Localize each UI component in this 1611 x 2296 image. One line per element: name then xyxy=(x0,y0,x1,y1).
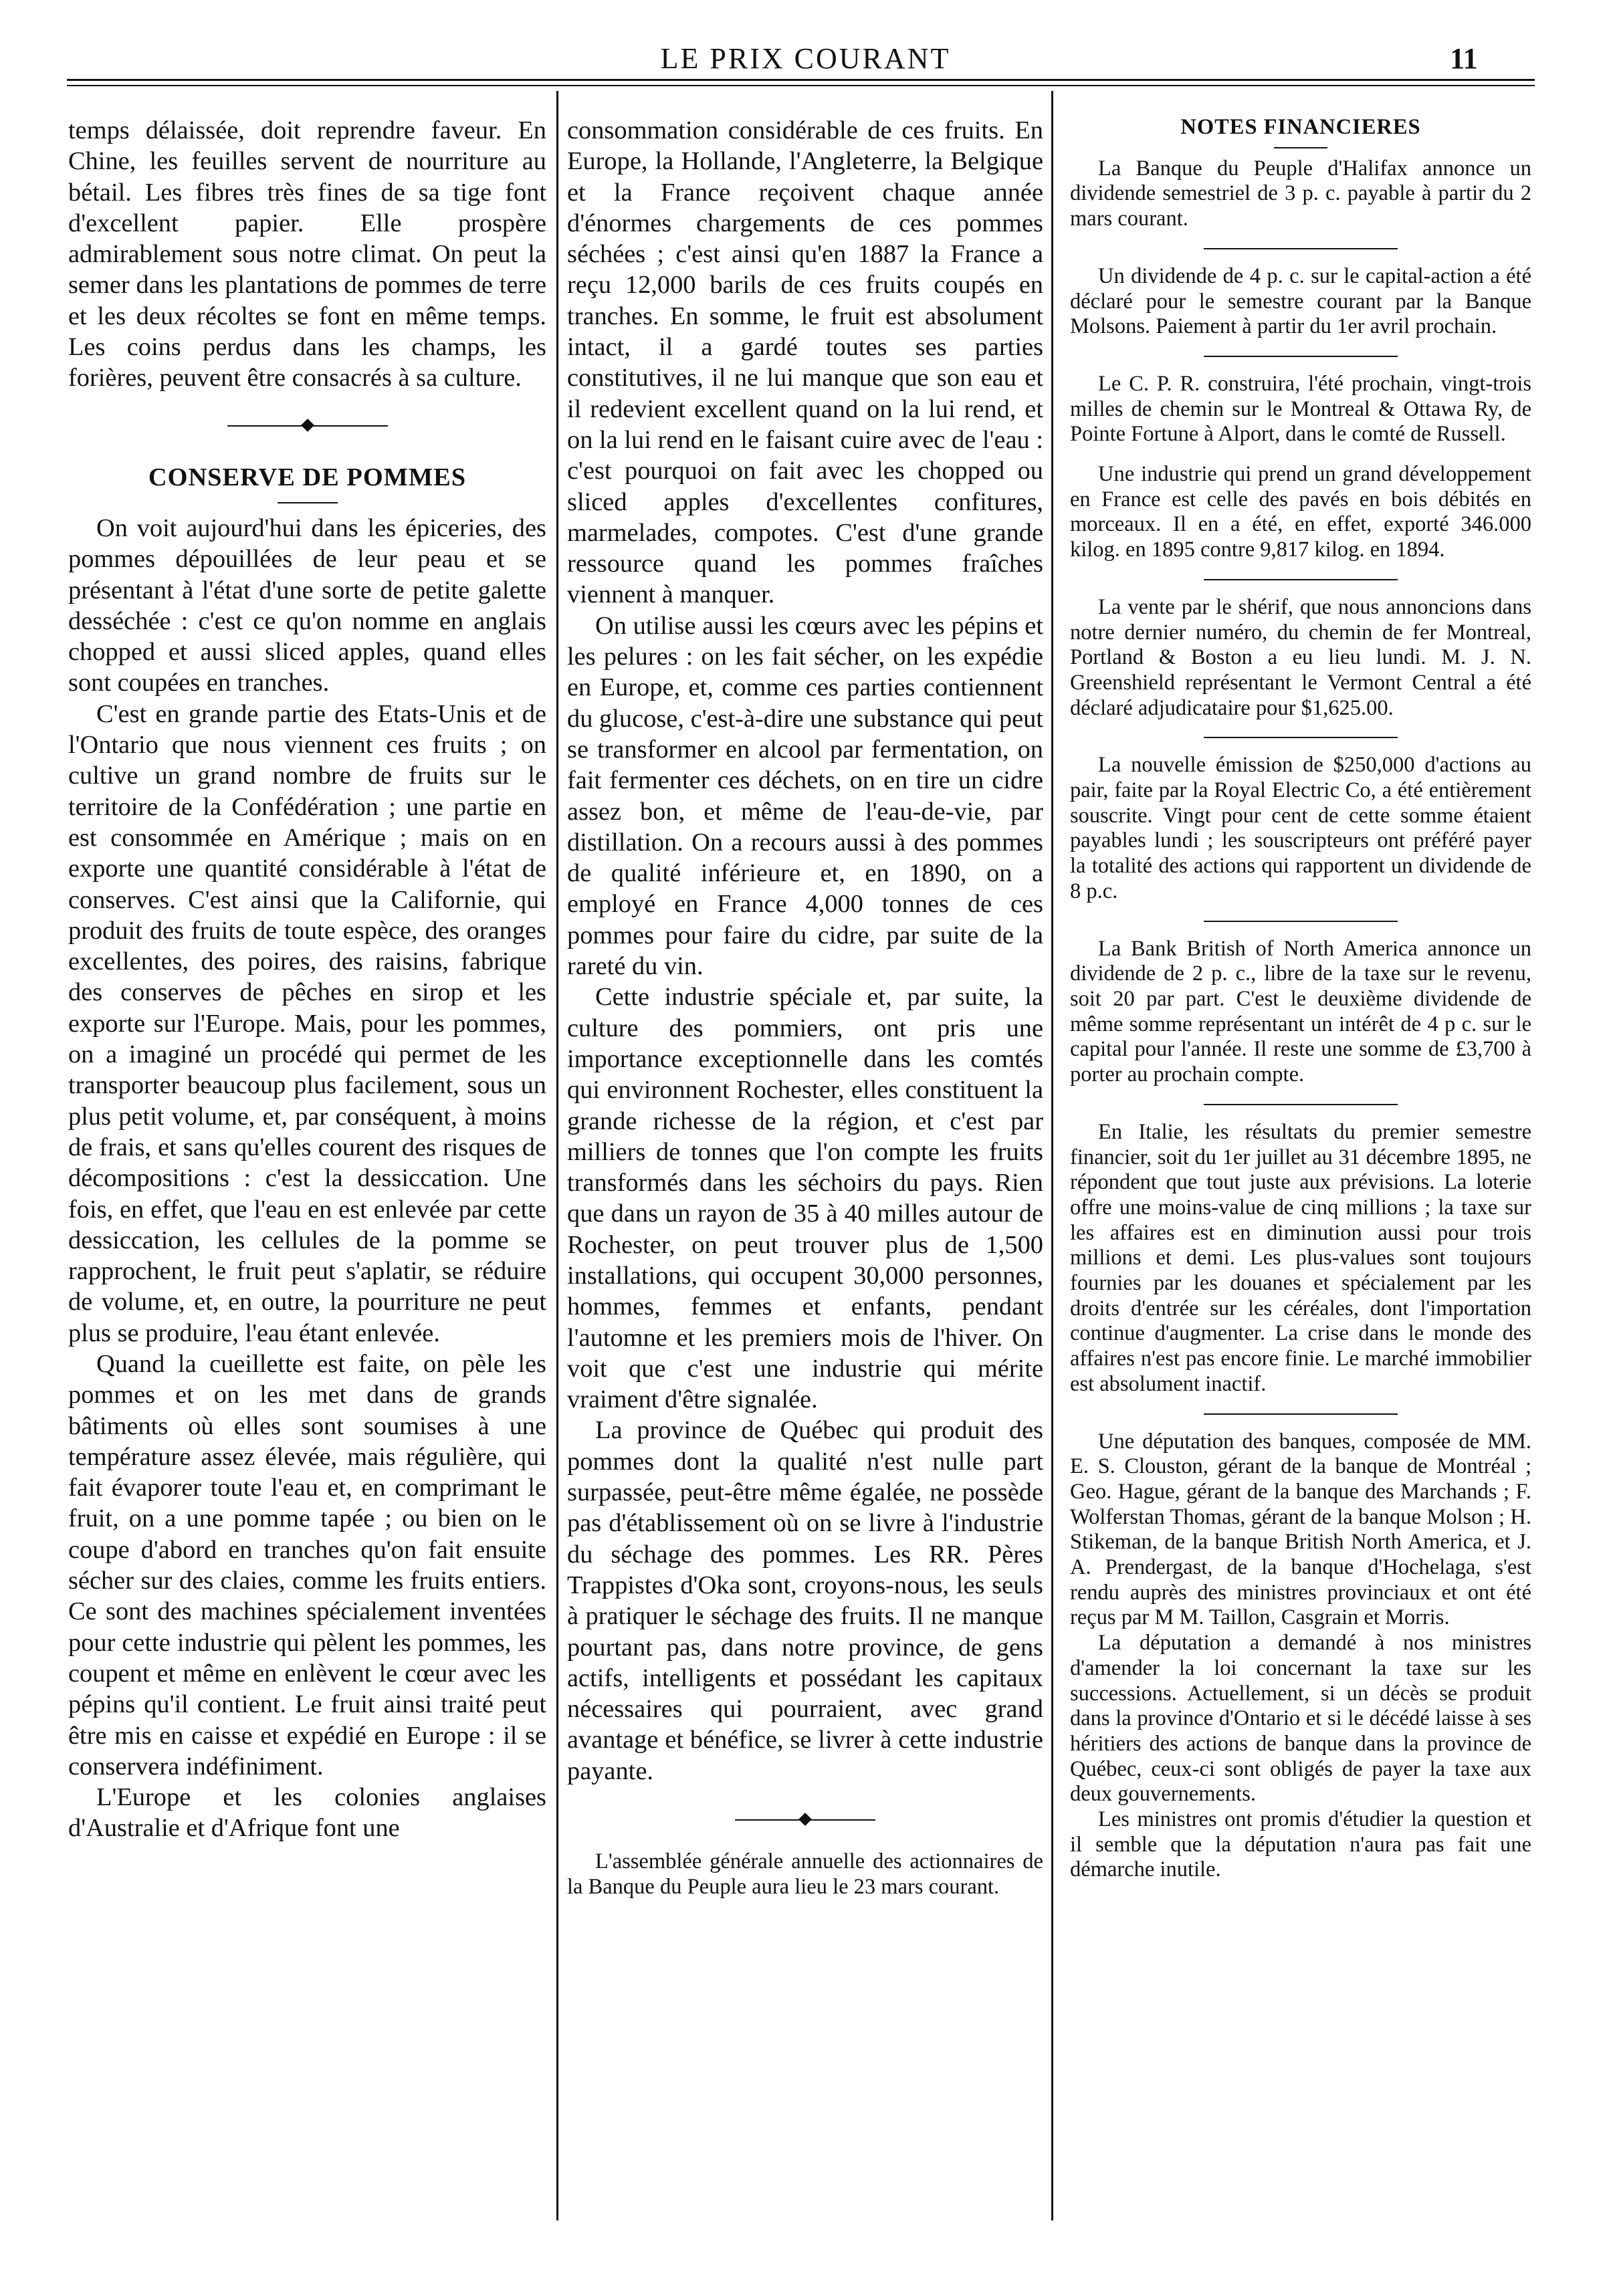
col3-paragraph-10: La députation a demandé à nos ministres d'amender la loi concernant la taxe sur les successions. Actuellement, si un décès se produit dans la province d'Ontario et si le décédé laisse à ses héritiers des actions de banque dans la province de Québec, ceux-ci sont obligés de payer la taxe aux deux gouvernements. xyxy=(1070,1631,1531,1807)
col3-paragraph-4: Une industrie qui prend un grand développement en France est celle des pavés en bois débités en morceaux. Il en a été, en effet, exporté 346.000 kilog. en 1895 contre 9,817 kilog. en 1894. xyxy=(1070,462,1531,562)
separator xyxy=(1204,737,1398,738)
col1-paragraph-3: C'est en grande partie des Etats-Unis et de l'Ontario que nous viennent ces fruits ; on cultive un grand nombre de fruits sur le territoire de la Confédération ; une partie en est consommée en Amérique ; mais on en exporte une quantité considérable à l'état de conserves. C'est ainsi que la Californie, qui produit des fruits de toute espèce, des oranges excellentes, des poires, des raisins, fabrique des conserves de pêches en sirop et les exporte sur l'Europe. Mais, pour les pommes, on a imaginé un procédé qui permet de les transporter beaucoup plus facilement, sous un plus petit volume, et, par conséquent, à moins de frais, et sans qu'elles courent des risques de décompositions : c'est la dessiccation. Une fois, en effet, que l'eau en est enlevée par cette dessiccation, les cellules de la pomme se rapprochent, le fruit peut s'aplatir, se réduire de volume, et, en outre, la pourriture ne peut plus se produire, l'eau étant enlevée. xyxy=(68,699,546,1347)
col2-paragraph-4: La province de Québec qui produit des pommes dont la qualité n'est nulle part surpassée, peut-être même égalée, ne possède pas d'établissement où on se livre à l'industrie du séchage des pommes. Les RR. Pères Trappistes d'Oka sont, croyons-nous, les seuls à pratiquer le séchage des fruits. Il ne manque pourtant pas, dans notre province, de gens actifs, intelligents et possédant les capitaux nécessaires qui pourraient, avec grand avantage et bénéfice, se livrer à cette industrie payante. xyxy=(567,1416,1043,1785)
separator xyxy=(1204,248,1398,249)
separator xyxy=(1204,579,1398,580)
col3-paragraph-1: La Banque du Peuple d'Halifax annonce un dividende semestriel de 3 p. c. payable à partir du 2 mars courant. xyxy=(1070,156,1531,231)
column-2 xyxy=(567,115,1043,1900)
col2-paragraph-3: Cette industrie spéciale et, par suite, la culture des pommiers, ont pris une importance exceptionnelle dans les comtés qui environnent Rochester, elles constituent la grande richesse de la région, et c'est par milliers de tonnes que l'on compte les fruits transformés dans les séchoirs du pays. Rien que dans un rayon de 35 à 40 milles autour de Rochester, on peut trouver plus de 1,500 installations, qui occupent 30,000 personnes, hommes, femmes et enfants, pendant l'automne et les premiers mois de l'hiver. On voit que c'est une industrie qui mérite vraiment d'être signalée. xyxy=(567,983,1043,1414)
col1-paragraph-5: L'Europe et les colonies anglaises d'Australie et d'Afrique font une xyxy=(68,1783,546,1843)
header-rule-bottom xyxy=(67,85,1535,86)
column-1 xyxy=(68,115,546,1844)
article-heading: CONSERVE DE POMMES xyxy=(148,463,467,491)
col1-paragraph-4: Quand la cueillette est faite, on pèle les pommes et on les met dans de grands bâtiments où elles sont soumises à une température assez élevée, mais régulière, qui fait évaporer toute l'eau et, en comprimant le fruit, on a une pomme tapée ; ou bien on le coupe d'abord en tranches qu'on fait ensuite sécher sur des claies, comme les fruits entiers. Ce sont des machines spécialement inventées pour cette industrie qui pèlent les pommes, les coupent et même en enlèvent le cœur avec les pépins qu'il contient. Le fruit ainsi traité peut être mis en caisse et expédié en Europe : il se conservera indéfiniment. xyxy=(68,1349,546,1781)
header-rule-top xyxy=(67,79,1535,81)
column-divider-2 xyxy=(1051,91,1053,2220)
col2-paragraph-5: L'assemblée générale annuelle des actionnaires de la Banque du Peuple aura lieu le 23 mars courant. xyxy=(567,1849,1043,1899)
col3-paragraph-11: Les ministres ont promis d'étudier la question et il semble que la députation n'aura pas fait une démarche inutile. xyxy=(1070,1807,1531,1882)
col3-paragraph-3: Le C. P. R. construira, l'été prochain, vingt-trois milles de chemin sur le Montreal & Ottawa Ry, de Pointe Fortune à Alport, dans le comté de Russell. xyxy=(1070,371,1531,447)
separator xyxy=(1204,1104,1398,1105)
col2-paragraph-2: On utilise aussi les cœurs avec les pépins et les pelures : on les fait sécher, on les expédie en Europe, et, comme ces parties contiennent du glucose, c'est-à-dire une substance qui peut se transformer en alcool par fermentation, on fait fermenter ces déchets, on en tire un cidre assez bon, et même de l'eau-de-vie, par distillation. On a recours aussi à des pommes de qualité inférieure et, en 1890, on a employé en France 4,000 tonnes de ces pommes pour faire du cidre, par suite de la rareté du vin. xyxy=(567,611,1043,981)
col2-paragraph-1: consommation considérable de ces fruits. En Europe, la Hollande, l'Angleterre, la Belgique et la France reçoivent chaque année d'énormes chargements de ces pommes séchées ; c'est ainsi qu'en 1887 la France a reçu 12,000 barils de ces fruits coupés en tranches. En somme, le fruit est absolument intact, il a gardé toutes ses parties constitutives, il ne lui manque que son eau et il redevient excellent quand on la lui rend, et on la lui rend en le faisant cuire avec de l'eau : c'est pourquoi on fait avec les chopped ou sliced apples d'excellentes confitures, marmelades, compotes. C'est d'une grande ressource quand les pommes fraîches viennent à manquer. xyxy=(567,116,1043,609)
page-header-title: LE PRIX COURANT xyxy=(660,42,951,75)
ornament-divider xyxy=(227,413,388,439)
ornament-divider xyxy=(735,1807,875,1833)
page-number: 11 xyxy=(1450,42,1478,75)
section-heading: NOTES FINANCIERES xyxy=(1180,115,1421,139)
column-divider-1 xyxy=(556,91,558,2220)
column-3 xyxy=(1070,115,1531,1883)
separator xyxy=(1204,356,1398,357)
separator xyxy=(1204,921,1398,922)
heading-underline xyxy=(278,502,338,503)
col3-paragraph-5: La vente par le shérif, que nous annoncions dans notre dernier numéro, du chemin de fer Montreal, Portland & Boston a eu lieu lundi. M. J. N. Greenshield représentant le Vermont Central a été déclaré adjudicataire pour $1,625.00. xyxy=(1070,594,1531,720)
col3-paragraph-8: En Italie, les résultats du premier semestre financier, soit du 1er juillet au 31 décembre 1895, ne répondent que tout juste aux prévisions. La loterie offre une moins-value de cinq millions ; la taxe sur les affaires est en diminution aussi pour trois millions et demi. Les plus-values sont toujours fournies par les douanes et spécialement par les droits d'entrée sur les céréales, dont l'importation continue d'augmenter. La crise dans le monde des affaires n'est pas encore finie. Le marché immobilier est absolument inactif. xyxy=(1070,1119,1531,1396)
col3-paragraph-6: La nouvelle émission de $250,000 d'actions au pair, faite par la Royal Electric Co, a été entièrement souscrite. Vingt pour cent de cette somme étaient payables lundi ; les souscripteurs ont préféré payer la totalité des actions qui rapportent un dividende de 8 p.c. xyxy=(1070,753,1531,903)
col3-paragraph-9: Une députation des banques, composée de MM. E. S. Clouston, gérant de la banque de Montréal ; Geo. Hague, gérant de la banque des Marchands ; F. Wolferstan Thomas, gérant de la banque Molson ; H. Stikeman, de la banque British North America, et J. A. Prendergast, de la banque d'Hochelaga, s'est rendu auprès des ministres provinciaux et ont été reçus par M M. Taillon, Casgrain et Morris. xyxy=(1070,1429,1531,1630)
col3-paragraph-2: Un dividende de 4 p. c. sur le capital-action a été déclaré pour le semestre courant par la Banque Molsons. Paiement à partir du 1er avril prochain. xyxy=(1070,263,1531,339)
spacer xyxy=(1070,447,1531,462)
col1-paragraph-2: On voit aujourd'hui dans les épiceries, des pommes dépouillées de leur peau et se présentant à l'état d'une sorte de petite galette desséchée : c'est ce qu'on nomme en anglais chopped et aussi sliced apples, quand elles sont coupées en tranches. xyxy=(68,513,546,697)
heading-underline xyxy=(1274,147,1327,148)
separator xyxy=(1204,1413,1398,1415)
col3-paragraph-7: La Bank British of North America annonce un dividende de 2 p. c., libre de la taxe sur le revenu, soit 20 par part. C'est le deuxième dividende de même somme représentant un intérêt de 4 p c. sur le capital pour l'année. Il reste une somme de £3,700 à porter au prochain compte. xyxy=(1070,936,1531,1087)
col1-paragraph-1: temps délaissée, doit reprendre faveur. En Chine, les feuilles servent de nourriture au bétail. Les fibres très fines de sa tige font d'excellent papier. Elle prospère admirablement sous notre climat. On peut la semer dans les plantations de pommes de terre et les deux récoltes se font en même temps. Les coins perdus dans les champs, les forières, peuvent être consacrés à sa culture. xyxy=(68,116,546,392)
